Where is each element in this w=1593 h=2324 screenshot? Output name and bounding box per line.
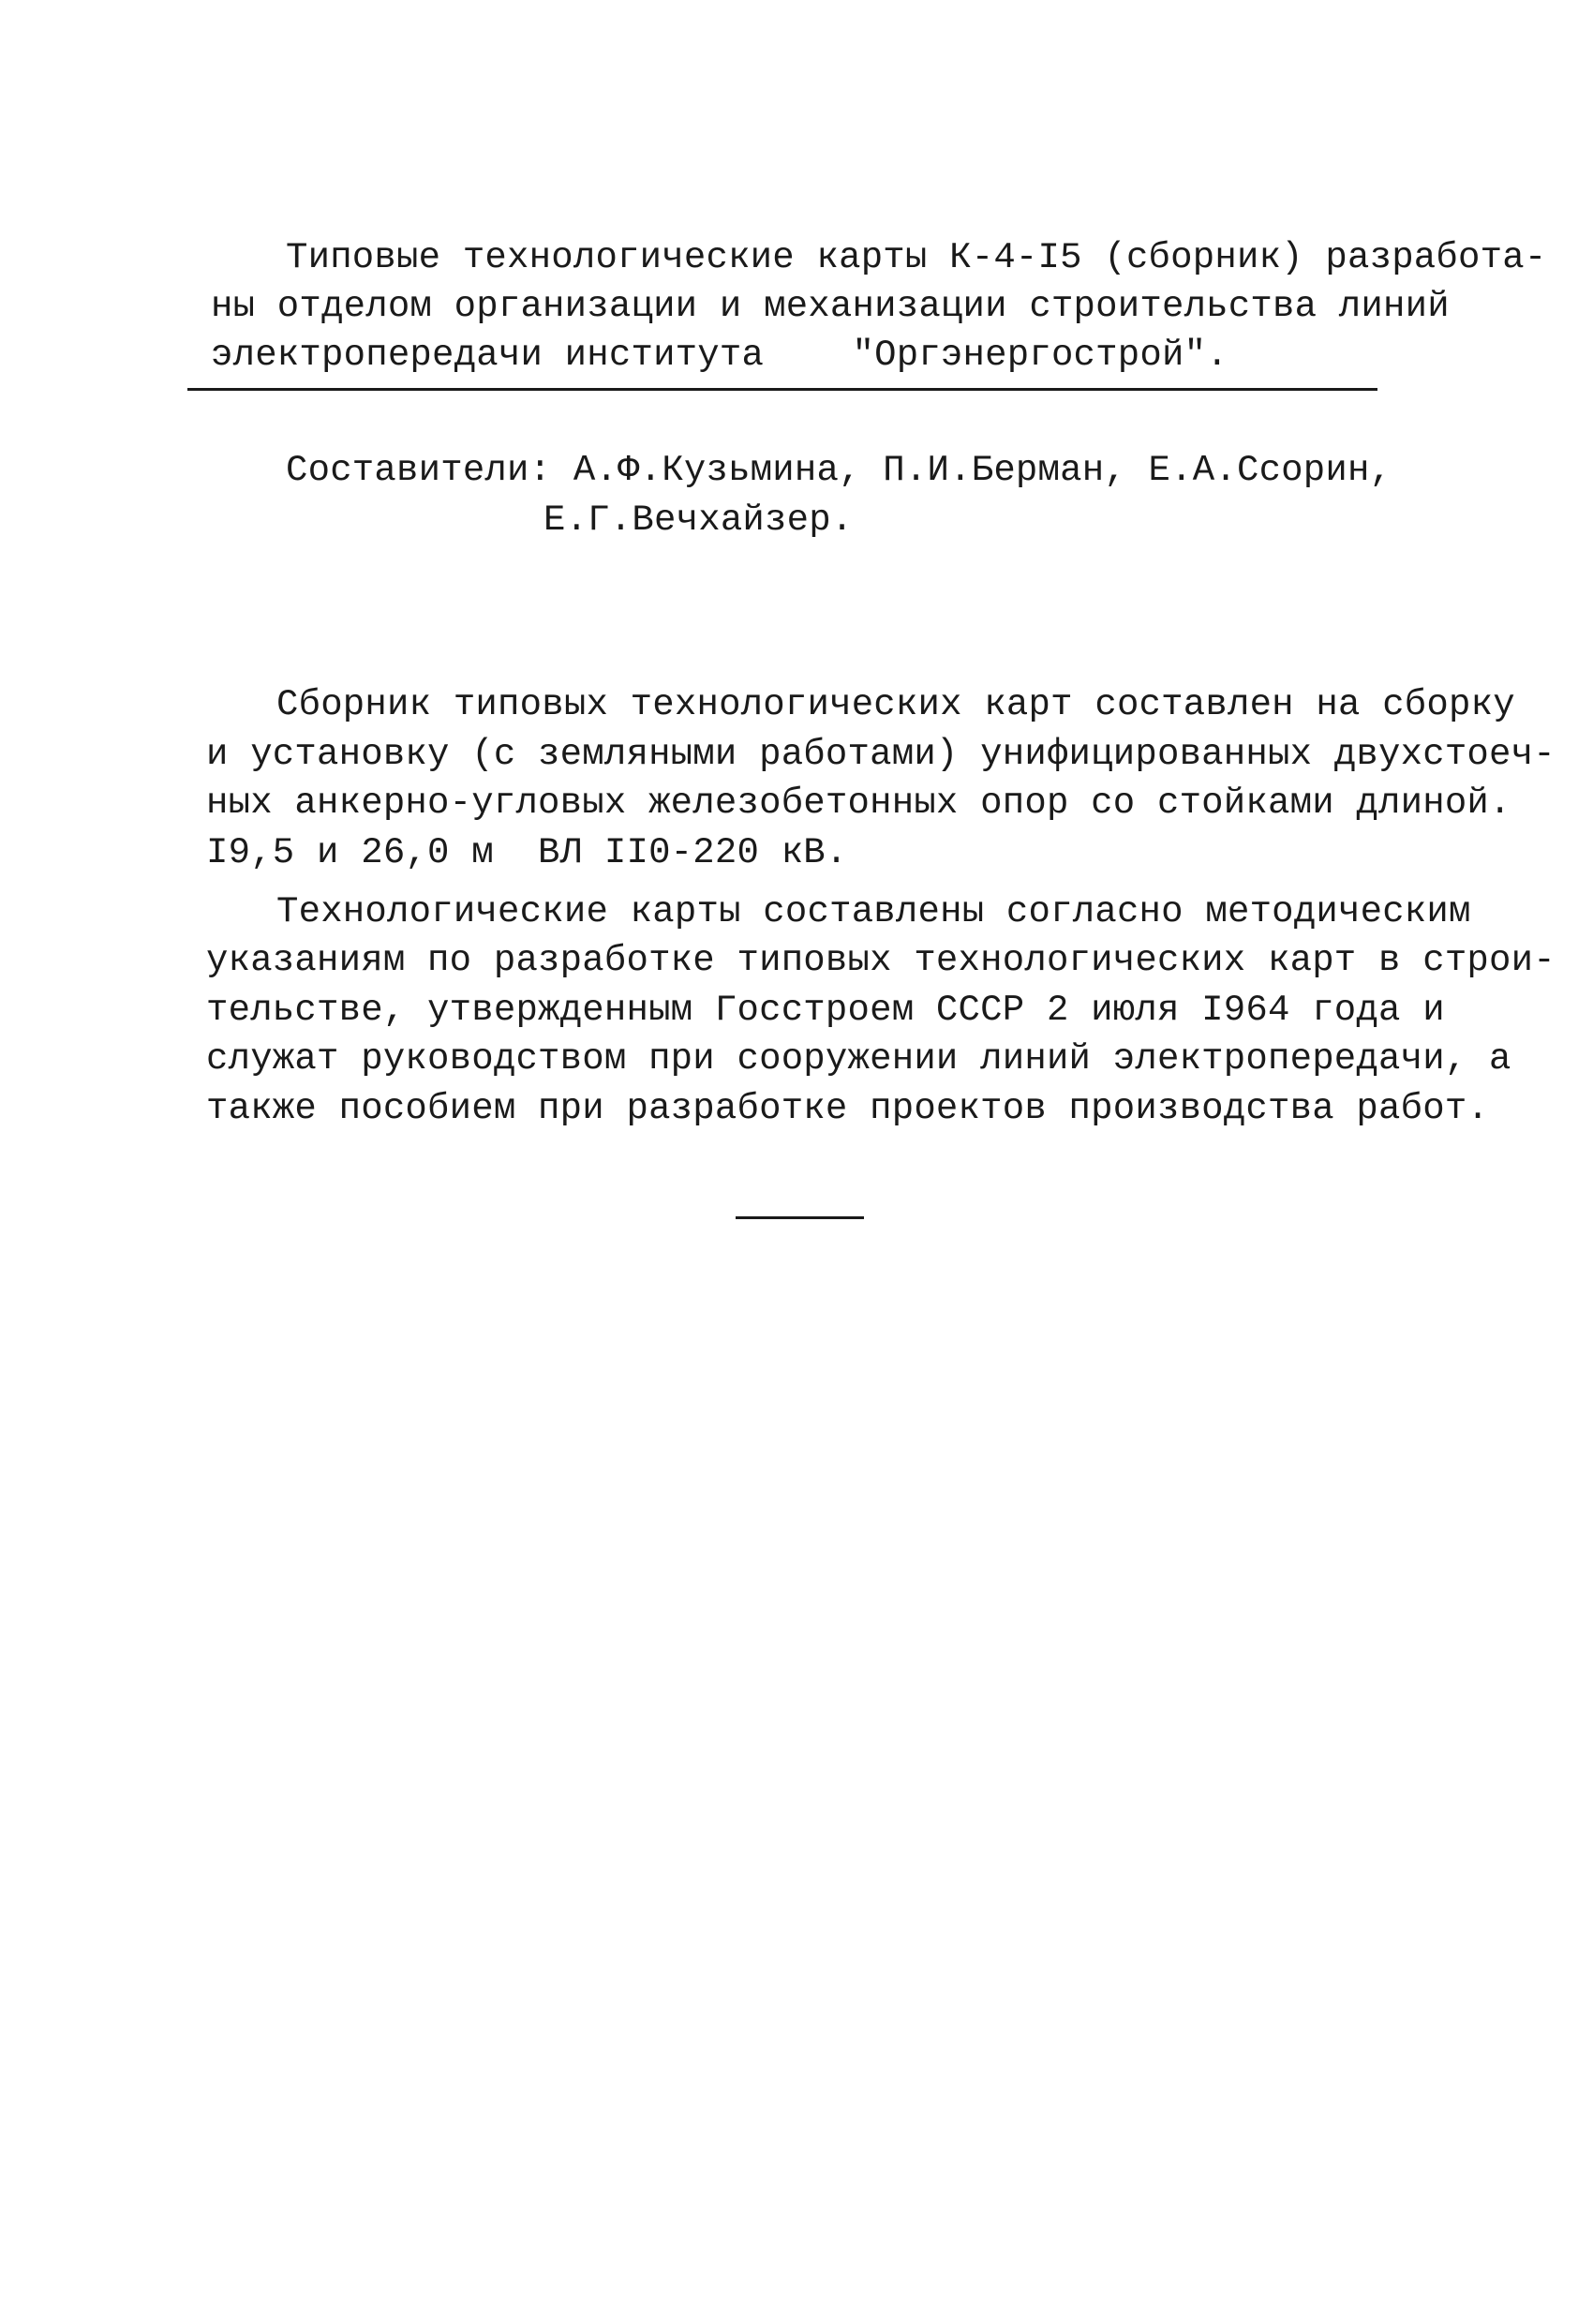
- paragraph1-line-1: Сборник типовых технологических карт составлен на сборку: [276, 684, 1515, 725]
- intro-line-3: электропередачи института "Оргэнергострой".: [211, 335, 1228, 376]
- authors-line-1: Составители: А.Ф.Кузьмина, П.И.Берман, Е.А.Ссорин,: [286, 450, 1392, 491]
- separator-rule: [187, 388, 1377, 391]
- paragraph1-line-3: ных анкерно-угловых железобетонных опор со стойками длиной.: [206, 782, 1511, 824]
- paragraph1-line-2: и установку (с земляными работами) унифицированных двухстоеч-: [206, 734, 1556, 775]
- paragraph1-line-4: I9,5 и 26,0 м ВЛ II0-220 кВ.: [206, 832, 848, 873]
- paragraph2-line-5: также пособием при разработке проектов производства работ.: [206, 1088, 1490, 1129]
- paragraph2-line-2: указаниям по разработке типовых технологических карт в строи-: [206, 940, 1556, 981]
- authors-line-2: Е.Г.Вечхайзер.: [543, 499, 854, 541]
- intro-line-1: Типовые технологические карты К-4-I5 (сборник) разработа-: [286, 237, 1547, 278]
- end-rule: [736, 1216, 864, 1219]
- intro-line-2: ны отделом организации и механизации строительства линий: [211, 286, 1450, 327]
- paragraph2-line-1: Технологические карты составлены согласно методическим: [276, 891, 1471, 932]
- paragraph2-line-4: служат руководством при сооружении линий электропередачи, а: [206, 1038, 1511, 1080]
- paragraph2-line-3: тельстве, утвержденным Госстроем СССР 2 июля I964 года и: [206, 990, 1445, 1031]
